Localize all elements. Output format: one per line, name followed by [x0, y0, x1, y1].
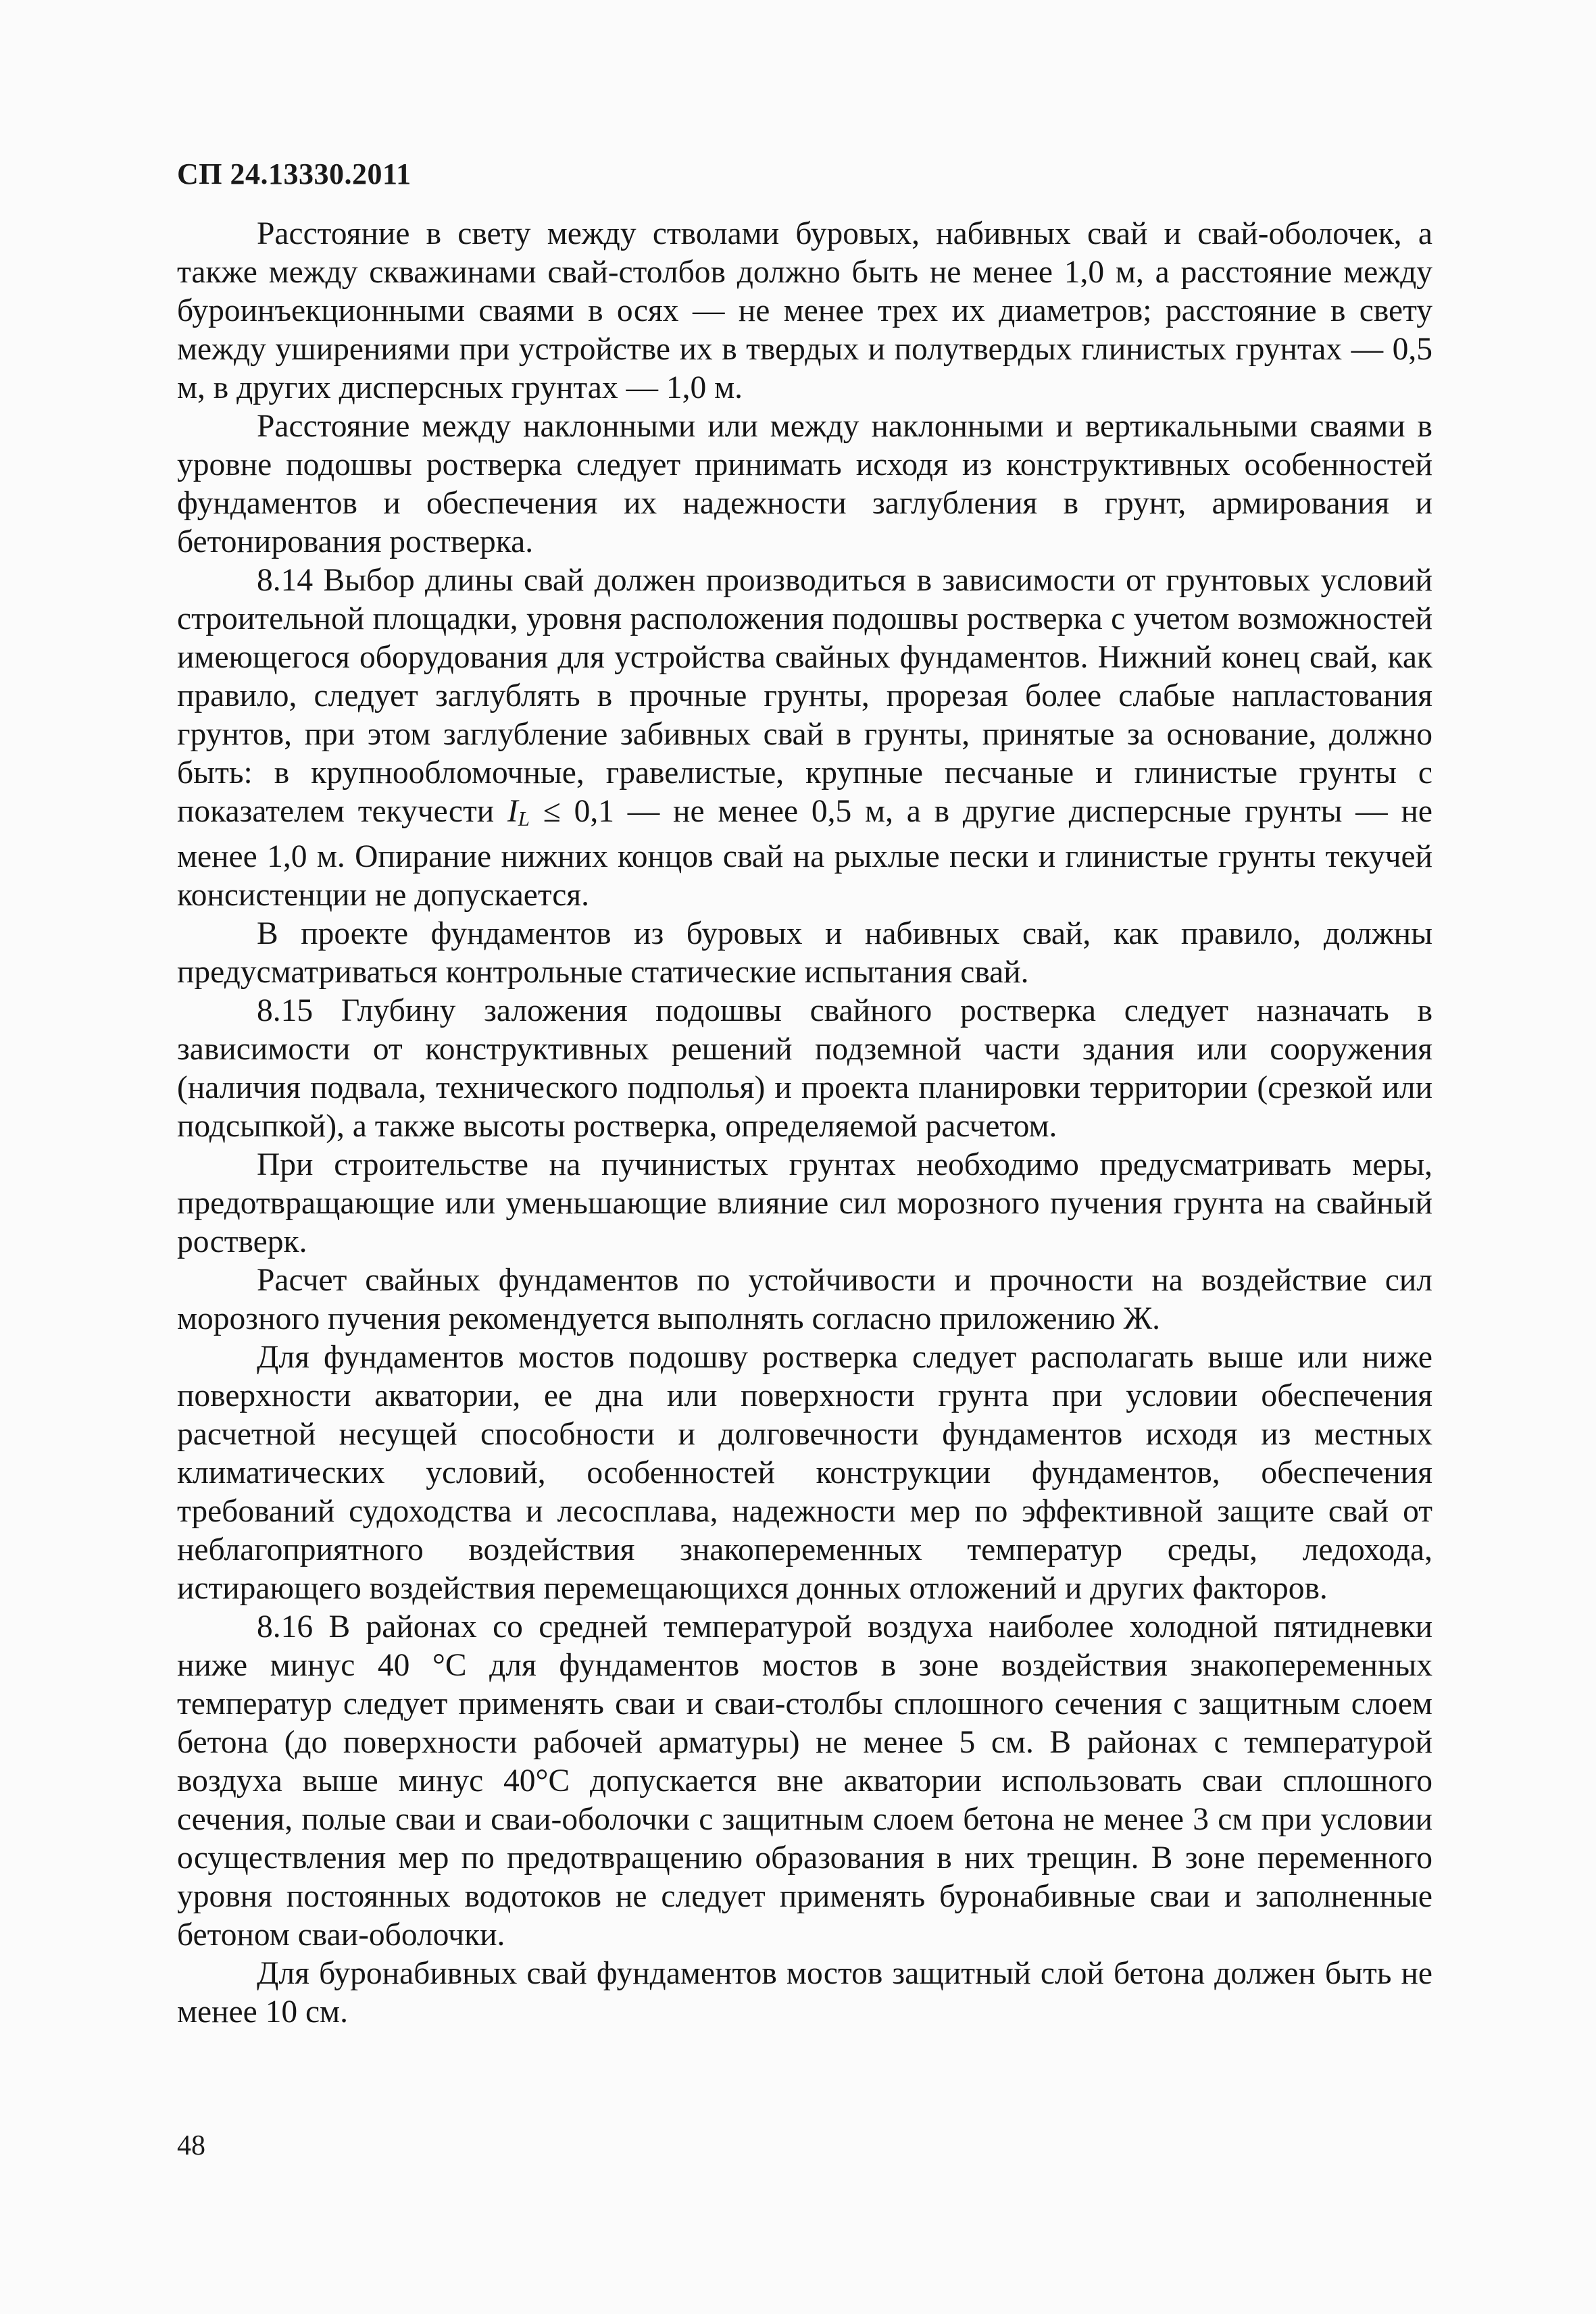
liquidity-index-symbol: I	[507, 794, 518, 829]
paragraph-8-14-text-end: ≤ 0,1 — не менее 0,5 м, а в другие дисперсные грунты — не менее 1,0 м. Опирание нижних концов свай на рыхлые пески и глинистые грунты текучей консистенции не допускается.	[177, 794, 1432, 913]
paragraph-8-14-text-start: 8.14 Выбор длины свай должен производиться в зависимости от грунтовых условий строительной площадки, уровня расположения подошвы ростверка с учетом возможностей имеющегося оборудования для устройства свайных фундаментов. Нижний конец свай, как правило, следует заглублять в прочные грунты, прорезая более слабые напластования грунтов, при этом заглубление забивных свай в грунты, принятые за основание, должно быть: в крупнообломочные, гравелистые, крупные песчаные и глинистые грунты с показателем текучести	[177, 563, 1432, 829]
liquidity-index-subscript: L	[518, 807, 530, 831]
paragraph-pile-spacing: Расстояние в свету между стволами буровых, набивных свай и свай-оболочек, а также между скважинами свай-столбов должно быть не менее 1,0 м, а расстояние между буроинъекционными сваями в осях — не менее трех их диаметров; расстояние в свету между уширениями при устройстве их в твердых и полутвердых глинистых грунтах — 0,5 м, в других дисперсных грунтах — 1,0 м.	[177, 216, 1432, 405]
page-number: 48	[177, 2130, 205, 2161]
paragraph-frost-heave-calculation: Расчет свайных фундаментов по устойчивости и прочности на воздействие сил морозного пучения рекомендуется выполнять согласно приложению Ж.	[177, 1263, 1432, 1337]
paragraph-frost-heave-measures: При строительстве на пучинистых грунтах необходимо предусматривать меры, предотвращающие или уменьшающие влияние сил морозного пучения грунта на свайный ростверк.	[177, 1147, 1432, 1260]
paragraph-8-14-pile-length	[177, 561, 1432, 915]
paragraph-static-tests: В проекте фундаментов из буровых и набивных свай, как правило, должны предусматриваться контрольные статические испытания свай.	[177, 916, 1432, 990]
paragraph-bored-piles-cover: Для буронабивных свай фундаментов мостов защитный слой бетона должен быть не менее 10 см.	[177, 1956, 1432, 2030]
paragraph-bridge-foundations: Для фундаментов мостов подошву ростверка следует располагать выше или ниже поверхности акватории, ее дна или поверхности грунта при условии обеспечения расчетной несущей способности и долговечности фундаментов исходя из местных климатических условий, особенностей конструкции фундаментов, обеспечения требований судоходства и лесосплава, надежности мер по эффективной защите свай от неблагоприятного воздействия знакопеременных температур среды, ледохода, истирающего воздействия перемещающихся донных отложений и других факторов.	[177, 1340, 1432, 1607]
paragraph-8-16-cold-regions: 8.16 В районах со средней температурой воздуха наиболее холодной пятидневки ниже минус 40 °С для фундаментов мостов в зоне воздействия знакопеременных температур следует применять сваи и сваи-столбы сплошного сечения с защитным слоем бетона (до поверхности рабочей арматуры) не менее 5 см. В районах с температурой воздуха выше минус 40°С допускается вне акватории использовать сваи сплошного сечения, полые сваи и сваи-оболочки с защитным слоем бетона не менее 3 см при условии осуществления мер по предотвращению образования в них трещин. В зоне переменного уровня постоянных водотоков не следует применять буронабивные сваи и заполненные бетоном сваи-оболочки.	[177, 1609, 1432, 1953]
paragraph-8-15-grillage-depth: 8.15 Глубину заложения подошвы свайного ростверка следует назначать в зависимости от конструктивных решений подземной части здания или сооружения (наличия подвала, технического подполья) и проекта планировки территории (срезкой или подсыпкой), а также высоты ростверка, определяемой расчетом.	[177, 993, 1432, 1145]
document-body	[177, 215, 1432, 2032]
document-code-header: СП 24.13330.2011	[177, 157, 412, 191]
paragraph-inclined-piles: Расстояние между наклонными или между наклонными и вертикальными сваями в уровне подошвы ростверка следует принимать исходя из конструктивных особенностей фундаментов и обеспечения их надежности заглубления в грунт, армирования и бетонирования ростверка.	[177, 409, 1432, 559]
